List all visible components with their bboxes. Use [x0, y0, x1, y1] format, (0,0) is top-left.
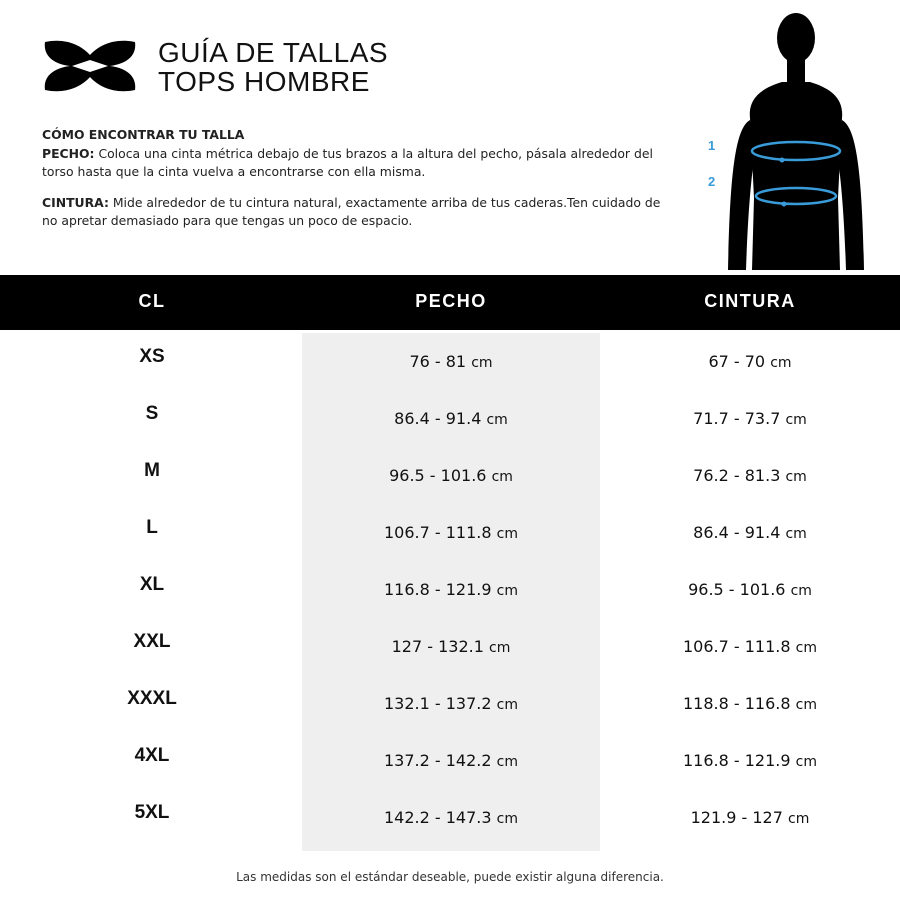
chest-cell: 106.7 - 111.8 cm: [384, 523, 518, 542]
chest-cell: 132.1 - 137.2 cm: [384, 694, 518, 713]
waist-cell: 96.5 - 101.6 cm: [688, 580, 812, 599]
under-armour-logo: [42, 36, 138, 96]
footnote: Las medidas son el estándar deseable, puede existir alguna diferencia.: [236, 870, 664, 884]
waist-cell: 121.9 - 127 cm: [690, 808, 810, 827]
header-chest: PECHO: [415, 291, 487, 311]
size-cell: XS: [139, 346, 165, 367]
chest-cell: 127 - 132.1 cm: [391, 637, 511, 656]
waist-cell: 76.2 - 81.3 cm: [693, 466, 807, 485]
size-cell: S: [145, 403, 159, 424]
table-row: [0, 618, 900, 675]
table-row: [0, 732, 900, 789]
waist-text: Mide alrededor de tu cintura natural, exactamente arriba de tus caderas.Ten cuidado de no apretar demasiado para que tengas un poco de espacio.: [42, 195, 661, 228]
marker-1: 1: [708, 138, 716, 153]
table-row: [0, 447, 900, 504]
waist-cell: 116.8 - 121.9 cm: [683, 751, 817, 770]
size-cell: XL: [139, 574, 165, 595]
page-title: [158, 38, 388, 96]
waist-cell: 86.4 - 91.4 cm: [693, 523, 807, 542]
table-row: [0, 390, 900, 447]
chest-instructions: [42, 145, 662, 181]
size-cell: 4XL: [134, 745, 170, 766]
table-row: [0, 675, 900, 732]
size-cell: XXXL: [127, 688, 177, 709]
chest-cell: 76 - 81 cm: [409, 352, 493, 371]
waist-label: CINTURA:: [42, 195, 109, 210]
table-row: [0, 561, 900, 618]
chest-cell: 137.2 - 142.2 cm: [384, 751, 518, 770]
header-waist: CINTURA: [704, 291, 796, 311]
size-table-header: [0, 275, 900, 330]
title-line-2: TOPS HOMBRE: [158, 66, 370, 97]
waist-instructions: [42, 194, 662, 230]
chest-label: PECHO:: [42, 146, 95, 161]
body-silhouette-figure: [700, 8, 870, 270]
chest-cell: 96.5 - 101.6 cm: [389, 466, 513, 485]
table-row: [0, 789, 900, 846]
chest-cell: 86.4 - 91.4 cm: [394, 409, 508, 428]
table-row: [0, 504, 900, 561]
size-cell: M: [144, 460, 160, 481]
waist-cell: 71.7 - 73.7 cm: [693, 409, 807, 428]
waist-cell: 67 - 70 cm: [708, 352, 792, 371]
header-size: CL: [138, 291, 166, 311]
title-line-1: GUÍA DE TALLAS: [158, 37, 389, 68]
marker-2: 2: [708, 174, 716, 189]
chest-text: Coloca una cinta métrica debajo de tus brazos a la altura del pecho, pásala alrededor del torso hasta que la cinta vuelva a encontrarse con ella misma.: [42, 146, 653, 179]
chest-cell: 116.8 - 121.9 cm: [384, 580, 518, 599]
size-cell: XXL: [133, 631, 171, 652]
size-cell: L: [146, 517, 158, 538]
chest-cell: 142.2 - 147.3 cm: [384, 808, 518, 827]
size-cell: 5XL: [134, 802, 170, 823]
table-row: [0, 333, 900, 390]
waist-cell: 106.7 - 111.8 cm: [683, 637, 817, 656]
how-to-measure: [42, 126, 662, 243]
waist-cell: 118.8 - 116.8 cm: [683, 694, 817, 713]
how-to-heading: CÓMO ENCONTRAR TU TALLA: [42, 127, 245, 142]
